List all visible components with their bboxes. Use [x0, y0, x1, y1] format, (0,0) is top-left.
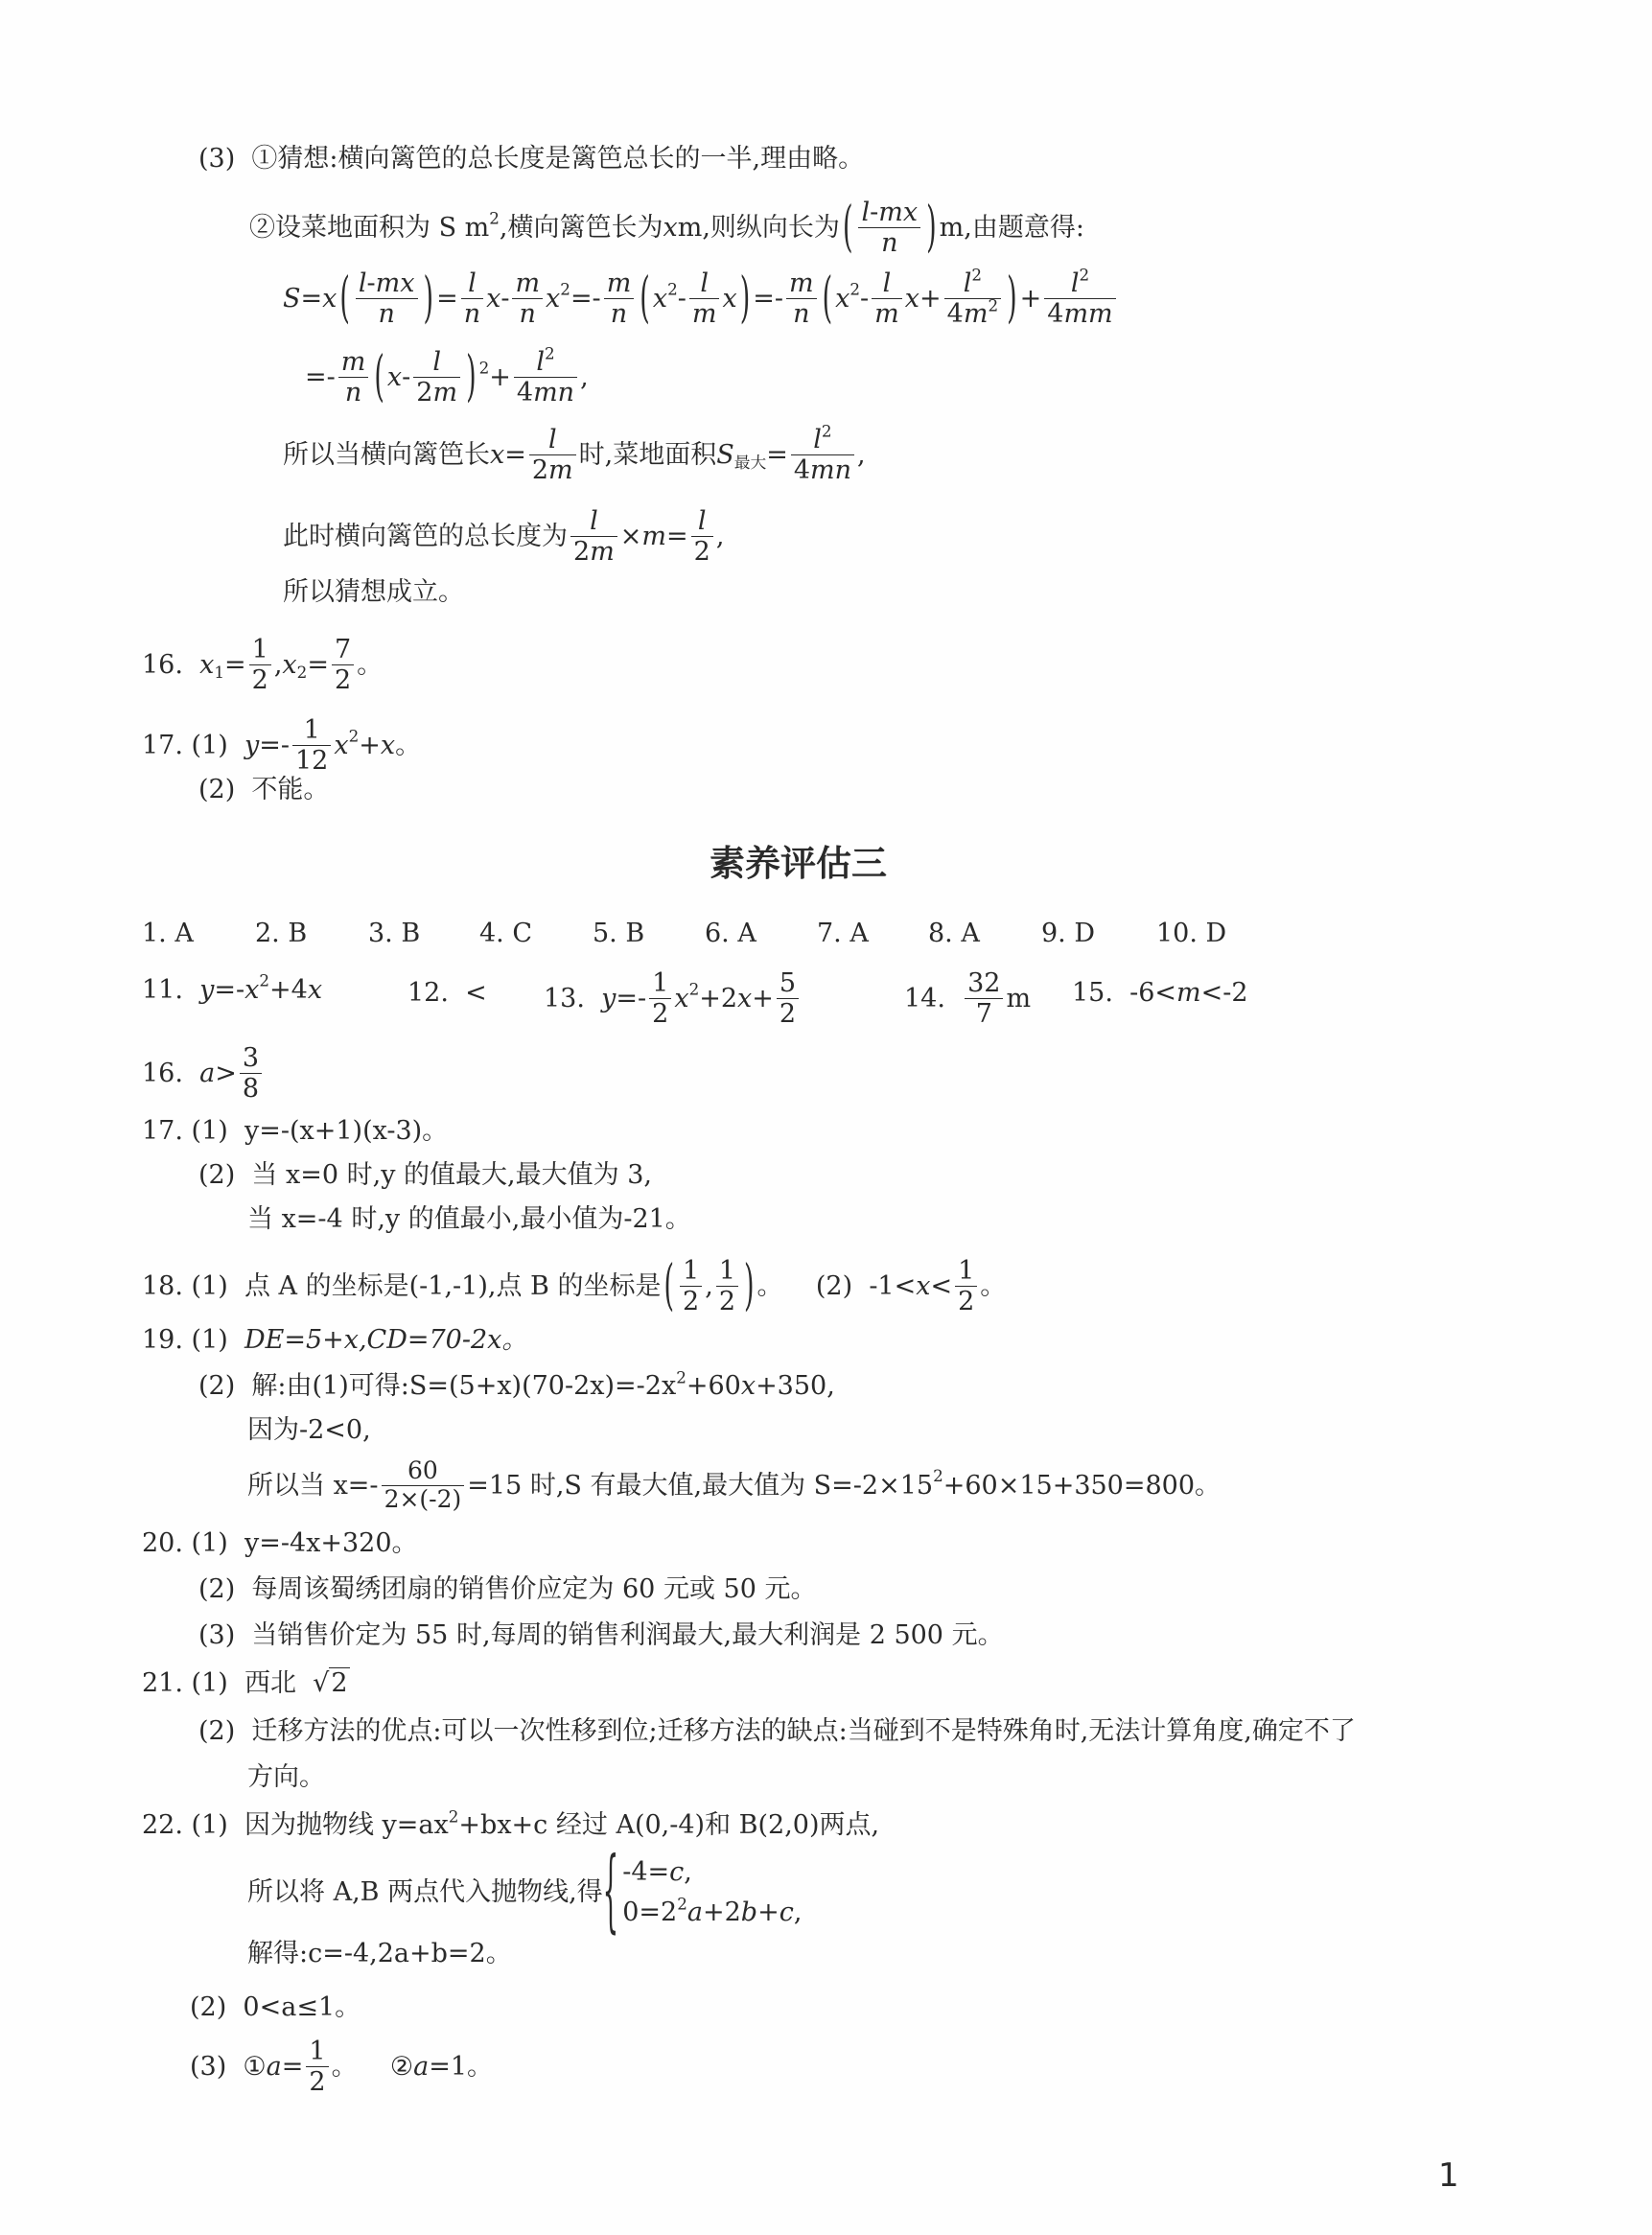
- section-title: 素养评估三: [710, 843, 887, 884]
- mc-answer-2: 2. B: [255, 919, 308, 948]
- q15-conclusion: 所以猜想成立。: [283, 577, 464, 607]
- page-number: 1: [1438, 2156, 1459, 2195]
- q19-part1: 19. (1) DE=5+x,CD=70-2x。: [142, 1325, 528, 1355]
- fill-answer-13: 13. y=- $\frac{1}{2}$ $x^2+2x+$ $\frac{5}{2}$: [544, 968, 802, 1029]
- q22-part1-intro: 22. (1) 因为抛物线 $y=ax^2+bx+c$ 经过 A(0,-4)和 B(2,0)两点,: [142, 1806, 880, 1840]
- q15-total-length: 此时横向篱笆的总长度为 $\frac{l}{2m}$ ×m= $\frac{l}{2}$ ,: [283, 506, 725, 568]
- mc-answer-9: 9. D: [1041, 919, 1095, 948]
- q19-part2-expr: (2) 解:由(1)可得$:S=(5+x)(70-2x)=-2x^2+60x+350$,: [198, 1367, 835, 1401]
- mc-answer-3: 3. B: [368, 919, 421, 948]
- q15-setup: ②设菜地面积为 S $m^2$,横向篱笆长为xm,则纵向长为 ( $\frac{l-mx}{n}$ )m,由题意得:: [249, 196, 1084, 260]
- q22-part2: (2) 0<a≤1。: [190, 1992, 361, 2022]
- q16-prev-answer: 16. $x_1=$ $\frac{1}{2}$ $,x_2=$ $\frac{7}{2}$ 。: [142, 635, 384, 696]
- q20-part3: (3) 当销售价定为 55 时,每周的销售利润最大,最大利润是 2 500 元。: [198, 1620, 1004, 1650]
- q15-when-max: 所以当横向篱笆长x= $\frac{l}{2m}$ 时,菜地面积$S_{最大}=$ $\frac{l^2}{4mn}$ ,: [283, 421, 866, 486]
- q20-part2: (2) 每周该蜀绣团扇的销售价应定为 60 元或 50 元。: [198, 1574, 817, 1604]
- q15-area-vertex: =- $\frac{m}{n}$ ( x- $\frac{l}{2m}$ ) $^2$+ $\frac{l^2}{4mn}$ ,: [305, 343, 589, 409]
- q19-part2-sign: 因为-2<0,: [247, 1415, 371, 1445]
- q17-prev-part1: 17. (1) y=- $\frac{1}{12}$ $x^2+x$。: [142, 715, 422, 777]
- mc-answer-4: 4. C: [479, 919, 533, 948]
- q15-part3-guess: (3) ①猜想:横向篱笆的总长度是篱笆总长的一半,理由略。: [198, 144, 865, 174]
- q17-prev-part2: (2) 不能。: [198, 775, 330, 804]
- fill-answer-14: 14. $\frac{32}{7}$ m: [904, 968, 1032, 1030]
- fill-answer-15: 15. -6<m<-2: [1072, 978, 1248, 1008]
- mc-answer-7: 7. A: [817, 919, 869, 948]
- q19-part2-max: 所以当 x=- $\frac{60}{2\times(-2)}$ =15 时,S 有最大值,最大值为 $S=-2\times 15^2+60\times 15+350=800$。: [247, 1456, 1222, 1513]
- q18-answer: 18. (1) 点 A 的坐标是(-1,-1),点 B 的坐标是 ( $\frac{1}{2}$ , $\frac{1}{2}$ ) 。 (2) -1<x< $\frac{1}{2}$ 。: [142, 1254, 1007, 1318]
- q22-part3: (3) ①a= $\frac{1}{2}$ 。 ②a=1。: [190, 2037, 494, 2098]
- q17-part1: 17. (1) y=-(x+1)(x-3)。: [142, 1116, 449, 1146]
- mc-answer-6: 6. A: [705, 919, 756, 948]
- q22-part1-system: 所以将 A,B 两点代入抛物线,得{ -4=c, $0=2^2a+2b+c$,: [247, 1840, 803, 1944]
- mc-answer-10: 10. D: [1156, 919, 1227, 948]
- fill-answer-12: 12. <: [407, 978, 487, 1008]
- mc-answer-8: 8. A: [928, 919, 980, 948]
- q21-part1: 21. (1) 西北 √2: [142, 1668, 348, 1698]
- sqrt-2: √2: [313, 1668, 348, 1698]
- mc-answer-5: 5. B: [593, 919, 645, 948]
- q15-area-formula: S=x ( $\frac{l-mx}{n}$ ) = $\frac{l}{n}$ x- $\frac{m}{n}$ $x^2=-$ $\frac{m}{n}$ ( $x^2-$ $\frac{l}{m}$ x ) =- $\frac{m}{n}$ ( $x^2-$ $\frac{l}{m}$ x+ $\frac{l^2}{4m^2}$ ) + $\frac{l^2}{4mm}$: [283, 268, 1119, 329]
- q20-part1: 20. (1) y=-4x+320。: [142, 1528, 418, 1558]
- mc-answer-1: 1. A: [142, 919, 194, 948]
- fill-answer-16: 16. a> $\frac{3}{8}$: [142, 1043, 265, 1104]
- q22-part1-solve: 解得:c=-4,2a+b=2。: [247, 1939, 512, 1968]
- q17-part2-min: 当 x=-4 时,y 的值最小,最小值为-21。: [247, 1204, 691, 1234]
- q17-part2-max: (2) 当 x=0 时,y 的值最大,最大值为 3,: [198, 1160, 652, 1190]
- q21-part2-cont: 方向。: [247, 1762, 325, 1792]
- q21-part2: (2) 迁移方法的优点:可以一次性移到位;迁移方法的缺点:当碰到不是特殊角时,无法计算角度,确定不了: [198, 1716, 1356, 1746]
- fill-answer-11: 11. $y=-x^2+4x$: [142, 970, 323, 1005]
